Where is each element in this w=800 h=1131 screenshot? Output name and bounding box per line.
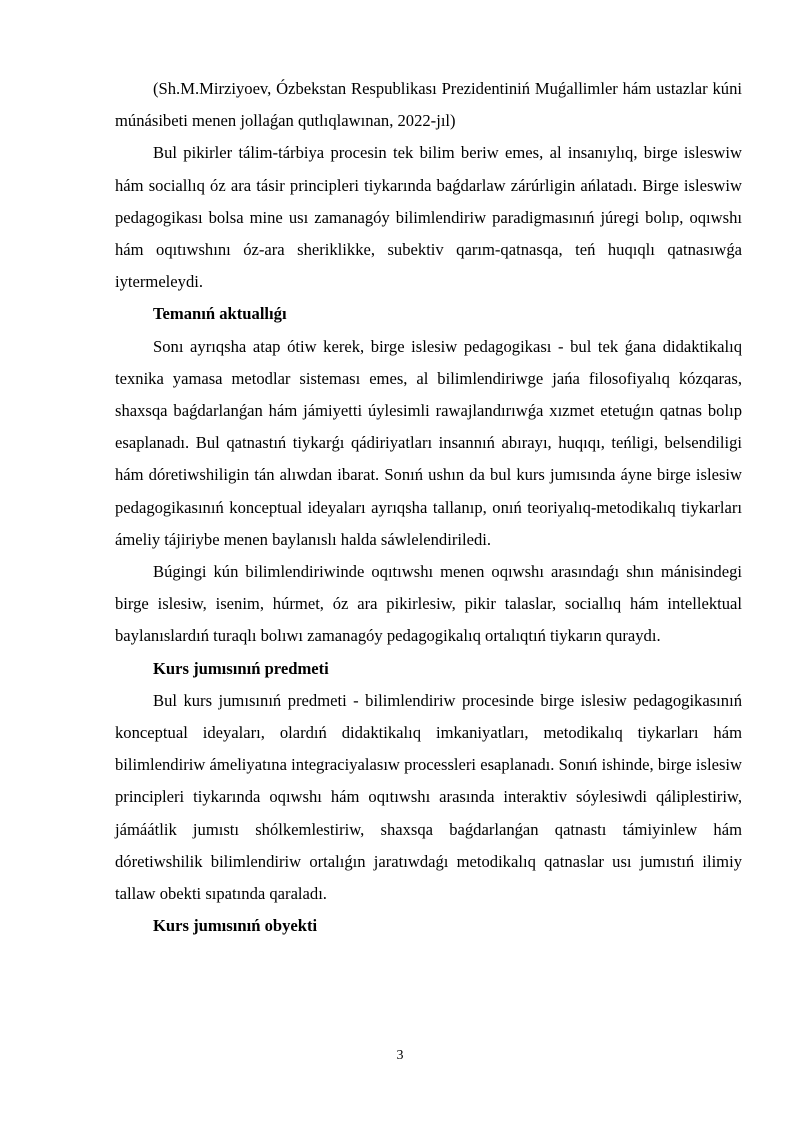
document-page bbox=[115, 73, 742, 942]
heading-actuality: Temanıń aktuallıǵı bbox=[153, 304, 287, 324]
heading-object: Kurs jumısınıń obyekti bbox=[153, 916, 318, 936]
citation-paragraph: (Sh.M.Mirziyoev, Ózbekstan Respublikası Prezidentiniń Muǵallimler hám ustazlar kúni múnásibeti menen jollaǵan qutlıqlawınan, 2022-jıl) bbox=[115, 79, 742, 131]
heading-subject: Kurs jumısınıń predmeti bbox=[153, 658, 329, 678]
actuality-paragraph-2: Búgingi kún bilimlendiriwinde oqıtıwshı menen oqıwshı arasındaǵı shın mánisindegi birge islesiw, isenim, húrmet, óz ara pikirlesiw, pikir talaslar, sociallıq hám intellektual baylanıslardıń turaqlı bolıwı zamanagóy pedagogikalıq ortalıqtıń tiykarın quraydı. bbox=[115, 562, 742, 646]
intro-paragraph: Bul pikirler tálim-tárbiya procesin tek bilim beriw emes, al insanıylıq, birge isleswiw hám sociallıq óz ara tásir principleri tiykarında baǵdarlaw zárúrligin ańlatadı. Birge isleswiw pedagogikası bolsa mine usı zamanagóy bilimlendiriw paradigmasınıń júregi bolıp, oqıwshı hám oqıtıwshını óz-ara sheriklikke, subektiv qarım-qatnasqa, teń huqıqlı qatnasıwǵa iytermeleydi. bbox=[115, 143, 742, 292]
actuality-paragraph-1: Sonı ayrıqsha atap ótiw kerek, birge islesiw pedagogikası - bul tek ǵana didaktikalıq texnika yamasa metodlar sisteması emes, al bilimlendiriwge jańa filosofiyalıq kózqaras, shaxsqa baǵdarlanǵan hám jámiyetti úylesimli rawajlandırıwǵa xızmet etetuǵın qatnas bolıp esaplanadı. Bul qatnastıń tiykarǵı qádiriyatları insannıń abırayı, huqıqı, teńligi, belsendiligi hám dóretiwshiligin tán alıwdan ibarat. Sonıń ushın da bul kurs jumısında áyne birge islesiw pedagogikasınıń konceptual ideyaları ayrıqsha tallanıp, onıń teoriyalıq-metodikalıq tiykarları ámeliy tájiriybe menen baylanıslı halda sáwlelendiriledi. bbox=[115, 336, 742, 549]
subject-paragraph: Bul kurs jumısınıń predmeti - bilimlendiriw procesinde birge islesiw pedagogikasınıń konceptual ideyaları, olardıń didaktikalıq imkaniyatları, metodikalıq tiykarları hám bilimlendiriw ámeliyatına integraciyalasıw processleri esaplanadı. Sonıń ishinde, birge islesiw principleri tiykarında oqıwshı hám oqıtıwshı arasında interaktiv sóylesiwdi qáliplestiriw, jámáátlik jumıstı shólkemlestiriw, shaxsqa baǵdarlanǵan qatnastı támiyinlew hám dóretiwshilik bilimlendiriw ortalıǵın jaratıwdaǵı metodikalıq qatnaslar usı jumıstıń ilimiy tallaw obekti sıpatında qaraladı. bbox=[115, 690, 742, 904]
page-number: 3 bbox=[396, 1048, 404, 1063]
